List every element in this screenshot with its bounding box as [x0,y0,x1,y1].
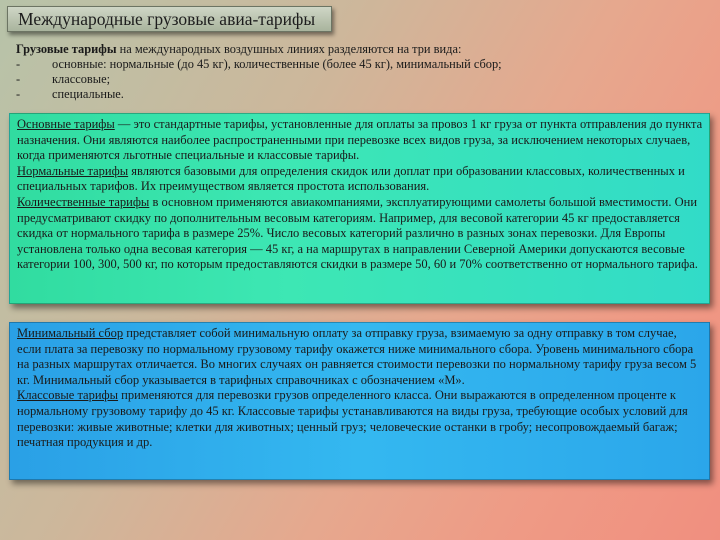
paragraph [17,164,703,195]
list-item-text: основные: нормальные (до 45 кг), количественные (более 45 кг), минимальный сбор; [52,57,502,71]
list-marker: - [16,72,21,86]
term-minimum-charge: Минимальный сбор [17,326,124,340]
intro-list-item [16,87,706,102]
intro-lead-text: на международных воздушных линиях разделяются на три вида: [116,42,462,56]
term-basic-tariffs: Основные тарифы [17,117,115,131]
list-item-text: классовые; [52,72,111,86]
term-quantity-tariffs: Количественные тарифы [17,194,150,209]
list-marker: - [16,87,21,101]
intro-lead [16,42,706,57]
paragraph [17,117,703,164]
intro-lead-bold: Грузовые тарифы [16,42,117,56]
paragraph-text: представляет собой минимальную оплату за отправку груза, взимаемую за одну отправку в том случае, если плата за перевозку по нормальному грузовому тарифу окажется ниже минимального сбора. Уровень минимального сбора на разных маршрутах отличается. Во многих случаях он равняется стоимости перевозки по нормальному тарифу груза весом 5 кг. Минимальный сбор указывается в тарифных справочниках с обозначением «М». [17,326,697,387]
paragraph [17,195,703,273]
intro-section [16,42,706,102]
slide-title: Международные грузовые авиа-тарифы [18,9,316,29]
list-item-text: специальные. [52,87,124,101]
paragraph [17,388,703,450]
intro-list-item [16,72,706,87]
term-class-tariffs: Классовые тарифы [17,388,119,403]
intro-list-item [16,57,706,72]
list-marker: - [16,57,21,71]
paragraph-text: являются базовыми для определения скидок или доплат при образовании классовых, количественных и специальных тарифов. Их преимуществом является простота использования. [17,163,685,194]
basic-tariffs-box [9,113,710,304]
paragraph-text: применяются для перевозки грузов определенного класса. Они выражаются в определенном проценте к нормальному грузовому тарифу до 45 кг. Классовые тарифы устанавливаются на виды груза, требующие особых условий для перевозки: живые животные; клетки для животных; ценный груз; человеческие останки в гробу; несопровождаемый багаж; печатная продукция и др. [17,388,688,450]
paragraph-text: — это стандартные тарифы, установленные для оплаты за провоз 1 кг груза от пункта отправления до пункта назначения. Они являются наиболее распространенными при перевозке всех видов груза, за исключением некоторых случаев, когда применяются льготные специальные и классовые тарифы. [17,117,703,163]
term-normal-tariffs: Нормальные тарифы [17,163,129,178]
paragraph-text: в основном применяются авиакомпаниями, эксплуатирующими самолеты большой вместимости. Они предусматривают скидку по дополнительным весовым категориям. Например, для весовой категории 45 кг предоставляется скидка от нормального тарифа в размере 25%. Число весовых категорий различно в разных зонах перевозки. Для Европы установлена только одна весовая категория — 45 кг, а на маршрутах в направлении Северной Америки допускаются весовые категории 100, 300, 500 кг, по которым предоставляются скидки в размере 50, 60 и 70% соответственно от нормального тарифа. [17,194,698,272]
minimum-class-tariffs-box [9,322,710,480]
paragraph [17,326,703,388]
slide-title-box [7,6,332,32]
